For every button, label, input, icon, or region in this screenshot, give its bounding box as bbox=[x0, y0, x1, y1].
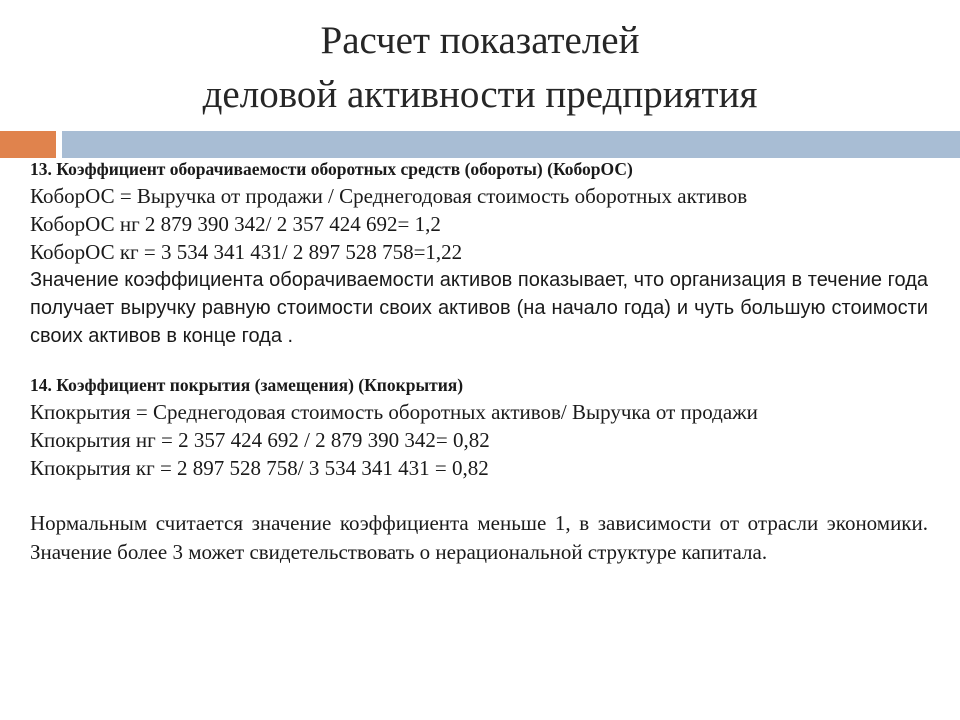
slide-content bbox=[30, 156, 928, 567]
section14-formula: Кпокрытия = Среднегодовая стоимость оборотных активов/ Выручка от продажи bbox=[30, 400, 758, 424]
slide-title-line1: Расчет показателей bbox=[320, 19, 640, 62]
section14-note: Нормальным считается значение коэффициента меньше 1, в зависимости от отрасли экономики. Значение более 3 может свидетельствовать о нерациональной структуре капитала. bbox=[30, 511, 928, 564]
section14-heading: 14. Коэффициент покрытия (замещения) (Кпокрытия) bbox=[30, 375, 464, 395]
section14-calc-start: Кпокрытия нг = 2 357 424 692 / 2 879 390 342= 0,82 bbox=[30, 428, 490, 452]
section13-formula: КоборОС = Выручка от продажи / Среднегодовая стоимость оборотных активов bbox=[30, 184, 748, 208]
accent-bar-orange bbox=[0, 131, 56, 158]
accent-bar-blue bbox=[62, 131, 960, 158]
section13-conclusion: Значение коэффициента оборачиваемости активов показывает, что организация в течение года получает выручку равную стоимости своих активов (на начало года) и чуть большую стоимости своих активов в конце года . bbox=[30, 269, 928, 347]
slide-title bbox=[0, 14, 960, 122]
slide-title-line2: деловой активности предприятия bbox=[202, 73, 758, 116]
section14-calc-end: Кпокрытия кг = 2 897 528 758/ 3 534 341 431 = 0,82 bbox=[30, 456, 489, 480]
section13-calc-start: КоборОС нг 2 879 390 342/ 2 357 424 692= 1,2 bbox=[30, 212, 441, 236]
section13-calc-end: КоборОС кг = 3 534 341 431/ 2 897 528 758=1,22 bbox=[30, 240, 463, 264]
section13-heading: 13. Коэффициент оборачиваемости оборотных средств (обороты) (КоборОС) bbox=[30, 159, 633, 179]
